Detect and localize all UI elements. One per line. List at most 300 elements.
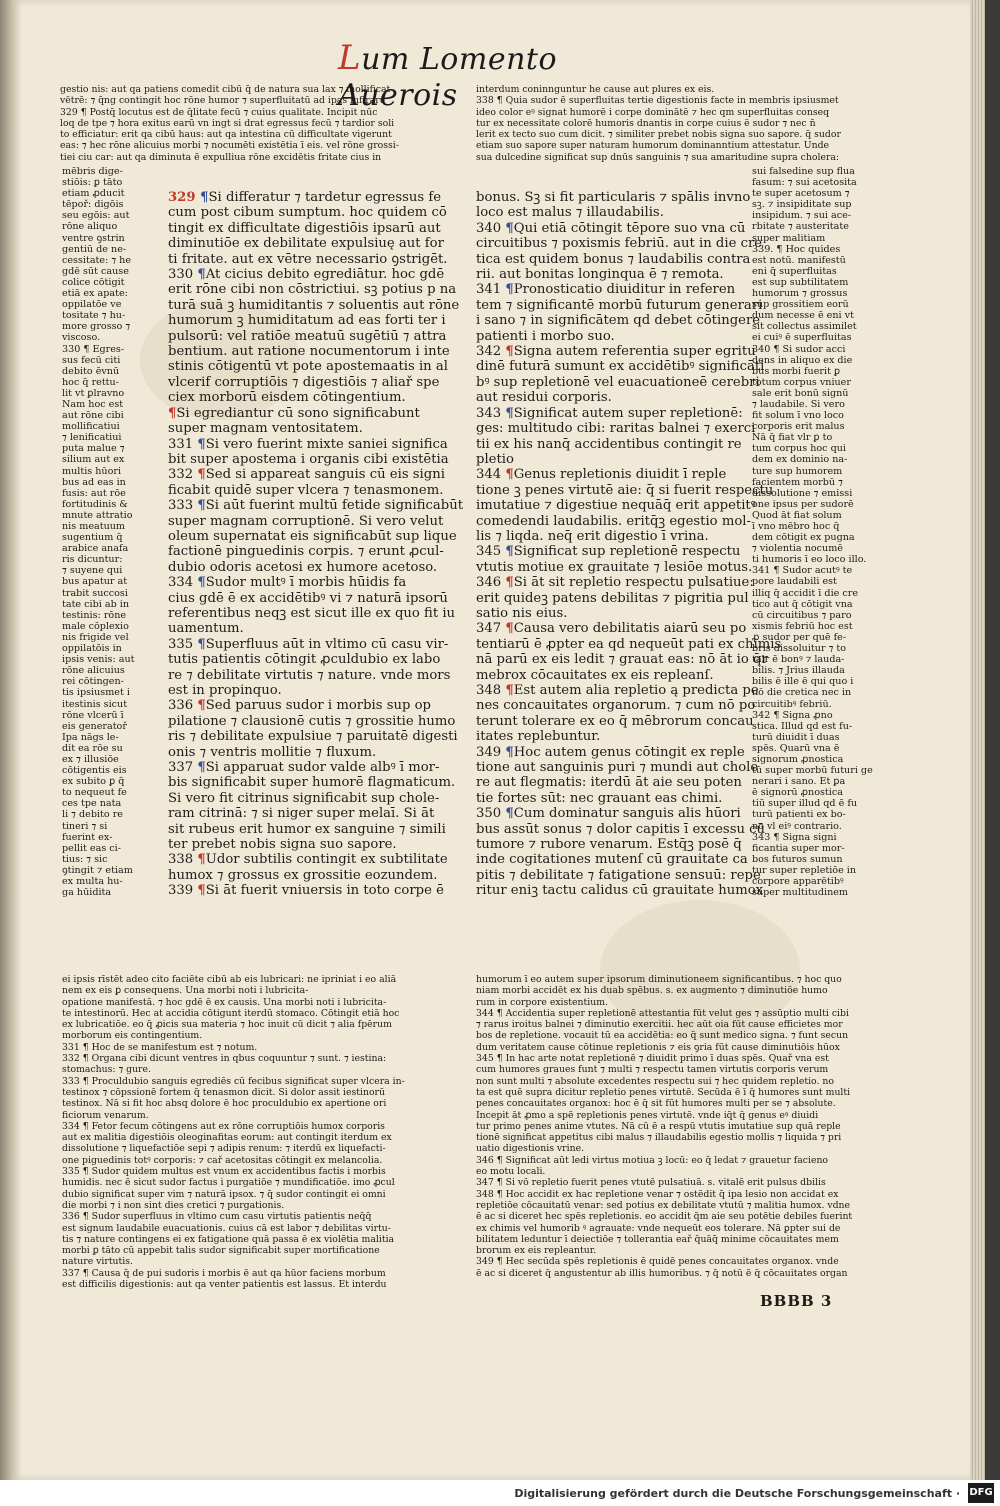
margin-line: 343 ¶ Signa signi: [752, 831, 837, 843]
text-line: imutatiue ⁊ digestiue nequāq̄ erit appetitꝰ: [476, 498, 756, 514]
commentary-line: Incepit āt ꝓmo a spē repletionis penes virtutē. vnde iq̄t q̄ genus eꝰ diuidi: [476, 1109, 819, 1121]
commentary-line: 349 ¶ Hec secūda spēs repletionis ē quidē penes concauitates organox. vnde: [476, 1256, 839, 1268]
text-line: ges: multitudo cibi: raritas balnei ⁊ exerci: [476, 421, 756, 437]
commentary-line: bilitatem leduntur ī deiectiōe ⁊ tollerantia eař q̄uāq̄ minime cōcauitates mem: [476, 1233, 839, 1245]
margin-line: itestinis sicut: [62, 698, 128, 710]
commentary-line: aut ex malitia digestiōis oleoginafitas eorum: aut contingit iterdum ex: [62, 1132, 392, 1144]
margin-line: sale erit bonū signū: [752, 387, 849, 399]
margin-line: ga hūidita: [62, 887, 112, 899]
rubric-mark: ¶: [505, 575, 514, 591]
text-line: sit rubeus erit humor ex sanguine ⁊ simili: [168, 821, 446, 837]
text-line: ram citrinā: ⁊ si niger super melaī. Si āt: [168, 806, 435, 822]
commentary-line: ē ac si diceret hec spēs repletionis. eo accidit q̄m aie seu potētie debiles fuerint: [476, 1211, 853, 1223]
margin-line: mēbris dige-: [62, 166, 123, 177]
margin-line: corporis erit malus: [752, 421, 845, 433]
text-line: 346 ¶Si āt sit repletio respectu pulsatiue:: [476, 575, 754, 591]
margin-line: dem cōtigit ex pugna: [752, 532, 855, 544]
text-line: bis significabit super humorē flagmaticum.: [168, 775, 456, 791]
margin-line: hoc q̄ rettu-: [62, 376, 119, 388]
text-line: loco est malus ⁊ illaudabilis.: [476, 205, 664, 221]
text-line: i sano ⁊ in significātem qd debet cōtingere: [476, 313, 761, 329]
commentary-line: tionē significat appetitus cibi malus ⁊ illaudabilis egestio mollis ⁊ liquida ⁊ pri: [476, 1132, 842, 1144]
text-line: humox ⁊ grossus ex grossitie eozundem.: [168, 867, 438, 883]
commentary-line: lerit ex tecto suo cum dicit. ⁊ similiter prebet nobis signa suo sapore. q̄ sudor: [476, 129, 841, 141]
margin-line: gdē sūt cause: [62, 265, 129, 277]
commentary-line: die morbi ⁊ i non sint dies cretici ⁊ purgationis.: [62, 1199, 285, 1211]
commentary-line: morborum eis contingentium.: [62, 1030, 203, 1042]
commentary-line: 348 ¶ Hoc accidit ex hac repletione venar ⁊ ostēdit q̄ ipa lesio non accidat ex: [476, 1188, 839, 1200]
margin-line: ipsis venis: aut: [62, 654, 135, 666]
commentary-line: ex chimis vel humorib ꝰ agrauate: vnde nequeūt eos tolerare. Nā ꝑpter sui de: [476, 1222, 841, 1234]
text-line: super magnam corruptionē. Si vero velut: [168, 513, 444, 529]
margin-line: tius: ⁊ sic: [62, 853, 108, 865]
margin-line: sup grossitiem eorū: [752, 299, 849, 311]
margin-line: mollificatiui: [62, 421, 120, 433]
commentary-line: ficiorum venarum.: [62, 1109, 149, 1121]
margin-line: etiam ꝓducit: [62, 188, 125, 200]
text-line: 335 ¶Superfluus aūt in vltimo cū casu vir-: [168, 636, 449, 652]
text-line: rii. aut bonitas longinqua ē ⁊ remota.: [476, 267, 724, 283]
margin-line: more grosso ⁊: [62, 321, 131, 333]
paragraph-mark: ¶: [197, 760, 206, 776]
margin-line: est notū. manifestū: [752, 254, 846, 266]
commentary-line: eas: ⁊ hec rōne alicuius morbi ⁊ nocumēti existētia ī eis. vel rōne grossi-: [60, 140, 399, 152]
margin-line: seu egōis: aut: [62, 210, 130, 222]
margin-line: nis meatuum: [62, 521, 126, 532]
margin-line: est sup subtilitatem: [752, 276, 849, 288]
margin-line: cū circuitibus ⁊ paro: [752, 609, 852, 621]
running-head-initial: L: [338, 38, 362, 78]
commentary-line: stomachus: ⁊ gure.: [62, 1064, 151, 1076]
commentary-line: dubio significat super vim ⁊ naturā ipsox. ⁊ q̄ sudor contingit ei omni: [62, 1188, 386, 1200]
text-line: vtutis motiue ex grauitate ⁊ lesiōe motus.: [476, 559, 753, 575]
margin-line: dem ex dominio na-: [752, 454, 848, 466]
paragraph-mark: ¶: [197, 636, 206, 652]
margin-line: fit solum ī vno loco: [752, 410, 844, 422]
commentary-line: est signum laudabile euacuationis. cuius cā est labor ⁊ debilitas virtu-: [62, 1222, 391, 1234]
text-line: bonus. Sꝫ si fit particularis ⁊ spālis invno: [476, 190, 751, 205]
margin-line: oppilatōis in: [62, 643, 122, 655]
margin-line: ex subito ꝑ q̄: [62, 776, 125, 788]
commentary-line: gestio nis: aut qa patiens comedit cibū q̄ de natura sua lax ⁊ mollificat: [60, 84, 391, 95]
text-line: inde cogitationes mutenſ cū grauitate ca: [476, 852, 748, 868]
running-head-text: um Lomento Auerois: [338, 42, 558, 113]
text-line: lis ⁊ liqda. neq̄ erit digestio ī vrina.: [476, 528, 709, 544]
commentary-line: brorum ex eis repleantur.: [476, 1245, 597, 1257]
text-line: tione ꝫ penes virtutē aie: q̄ si fuerit respectu: [476, 482, 774, 498]
margin-line: cessitate: ⁊ he: [62, 254, 132, 266]
margin-line: 342 ¶ Signa ꝓno: [752, 709, 833, 721]
text-line: mebrox cōcauitates ex eis repleanſ.: [476, 667, 714, 683]
text-line: cum post cibum sumptum. hoc quidem cō: [168, 205, 447, 221]
text-line: 330 ¶At cicius debito egrediātur. hoc gdē: [168, 267, 445, 283]
text-line: 338 ¶Udor subtilis contingit ex subtilitate: [168, 852, 448, 868]
commentary-line: 337 ¶ Causa q̄ de pui sudoris i morbis ē aut qa hūor faciens morbum: [62, 1267, 386, 1279]
margin-line: 340 ¶ Si sudor acci: [752, 343, 846, 355]
text-line: 329 ¶Si differatur ⁊ tardetur egressus fe: [168, 190, 442, 205]
text-line: 336 ¶Sed paruus sudor i morbis sup op: [168, 698, 431, 714]
margin-line: ei cuiꝰ ē superfluitas: [752, 332, 852, 344]
right-margin-commentary: [752, 166, 884, 974]
margin-line: no vl eiꝰ contrario.: [752, 820, 842, 832]
margin-line: ꝓ sudor per quē fe-: [752, 631, 847, 643]
margin-line: nō die cretica nec in: [752, 687, 852, 699]
text-line: aut residui corporis.: [476, 390, 612, 406]
text-line: bentium. aut ratione nocumentorum i inte: [168, 344, 450, 360]
margin-line: one ipsus per sudorē: [752, 498, 854, 510]
footer-bar: [0, 1480, 1000, 1506]
text-line: Si vero fit citrinus significabit sup chole-: [168, 790, 440, 806]
commentary-line: penes concauitates organox: hoc ē q̄ sit fūt humores multi per se ⁊ absolute.: [476, 1098, 836, 1110]
text-line: tutis patientis cōtingit ꝓculdubio ex labo: [168, 652, 441, 668]
commentary-line: ideo color eꝰ signat humorē i corpe dominātē ⁊ hec qm superfluitas conseq: [476, 106, 830, 118]
paragraph-mark: ¶: [505, 806, 514, 822]
rubric-mark: ¶: [505, 467, 514, 483]
margin-line: colice cōtigit: [62, 276, 125, 288]
text-line: 350 ¶Cum dominatur sanguis alis hūori: [476, 806, 741, 822]
margin-line: circuitibꝰ febriū.: [752, 698, 832, 710]
margin-line: bris dissoluitur ⁊ to: [752, 643, 847, 655]
margin-line: tum corpus hoc qui: [752, 443, 846, 455]
margin-line: trabit succosi: [62, 587, 128, 599]
margin-line: tineri ⁊ si: [62, 820, 108, 832]
margin-line: ē signorū ꝓnostica: [752, 787, 843, 799]
margin-line: debito ēvnū: [62, 365, 120, 377]
paragraph-mark: ¶: [505, 744, 514, 760]
text-line: ritur eniꝫ tactu calidus cū grauitate humox: [476, 883, 764, 899]
commentary-line: dum veritatem cause cōtinue repletionis ⁊ eis ꝯria fūt cause diminutiōis hūox: [476, 1041, 840, 1053]
margin-line: ⁊ violentia nocumē: [752, 543, 843, 555]
margin-line: xismis febriū hoc est: [752, 620, 853, 632]
text-line: 339 ¶Si āt fuerit vniuersis in toto corpe ē: [168, 883, 444, 899]
text-line: humorum ꝫ humiditatum ad eas forti ter i: [168, 313, 446, 329]
right-commentary-bottom: [476, 974, 880, 1290]
margin-line: rōne vlcerū ī: [62, 709, 124, 721]
text-line: oleum supernatat eis significabūt sup lique: [168, 528, 457, 544]
margin-line: tis ipsiusmet i: [62, 687, 130, 699]
gutter-shadow: [0, 0, 22, 1480]
rubric-mark: ¶: [505, 621, 514, 637]
commentary-line: ē ac si diceret q̄ angustentur ab illis humoribus. ⁊ q̄ notū ē q̄ cōcauitates organ: [476, 1267, 848, 1279]
text-line: 334 ¶Sudor multꝰ ī morbis hūidis fa: [168, 575, 407, 591]
text-line: dinē futurā sumunt ex accidētibꝰ significāti: [476, 359, 765, 375]
commentary-line: te intestinorū. Hec at accidia cōtigunt iterdū stomaco. Cōtingit etiā hoc: [62, 1007, 400, 1019]
text-line: circuitibus ⁊ poxismis febriū. aut in die cre: [476, 236, 763, 252]
text-line: bꝰ sup repletionē vel euacuationeē cerebri: [476, 374, 760, 390]
commentary-line: 332 ¶ Organa cibi dicunt ventres in qbus coquuntur ⁊ sunt. ⁊ iestina:: [62, 1053, 387, 1065]
text-line: 347 ¶Causa vero debilitatis aiarū seu po: [476, 621, 747, 637]
text-line: 331 ¶Si vero fuerint mixte saniei significa: [168, 436, 448, 452]
text-line: 337 ¶Si apparuat sudor valde albꝰ ī mor-: [168, 760, 440, 776]
rubric-mark: ¶: [197, 883, 206, 899]
commentary-line: interdum coninnguntur he cause aut plures ex eis.: [476, 84, 715, 95]
signature-mark: BBBB 3: [760, 1292, 833, 1310]
text-line: pulsorū: vel ratiōe meatuū sugētiū ⁊ attra: [168, 328, 447, 344]
left-main-text: [168, 190, 463, 970]
margin-line: tiū super illud qd ē fu: [752, 798, 858, 810]
margin-line: bus ad eas in: [62, 476, 126, 488]
margin-line: nerari i sano. Et ꝑa: [752, 776, 846, 788]
text-line: tie fortes sūt: nec grauant eas chimi.: [476, 790, 723, 806]
margin-line: ficantia super mor-: [752, 842, 845, 854]
margin-line: stiōis: ꝑ tāto: [62, 177, 123, 189]
commentary-line: tur ex necessitate colorē humoris dnantis in corpe cuius ē sudor ⁊ nec n̄: [476, 117, 816, 129]
paragraph-mark: ¶: [197, 436, 206, 452]
rubric-mark: ¶: [505, 683, 514, 698]
text-line: 341 ¶Pronosticatio diuiditur in referen: [476, 282, 736, 298]
paragraph-mark: ¶: [197, 498, 206, 514]
margin-line: dit ea rōe su: [62, 742, 123, 754]
margin-line: signorum ꝓnostica: [752, 753, 844, 765]
margin-line: tate cibi ab in: [62, 598, 130, 610]
text-line: 345 ¶Significat sup repletionē respectu: [476, 544, 741, 560]
text-line: tingit ex difficultate digestiōis ipsarū aut: [168, 220, 441, 236]
margin-line: insipidum. ⁊ sui ace-: [752, 210, 852, 222]
text-line: est in propinquo.: [168, 683, 282, 698]
margin-line: etiā ex apate:: [62, 288, 128, 300]
text-line: turā suā ꝫ humiditantis ⁊ soluentis aut rōne: [168, 297, 460, 313]
commentary-line: loq de tpe ⁊ hora exitus earū vn ingt si drat egressus fecū ⁊ tardior soli: [60, 117, 395, 129]
margin-line: turū diuidit ī duas: [752, 731, 840, 743]
margin-line: oppilatōe ve: [62, 299, 122, 311]
commentary-line: humidis. nec ē sicut sudor factus i purgatiōe ⁊ mundificatiōe. imo ꝓcul: [62, 1177, 395, 1189]
commentary-line: opatione manifestā. ⁊ hoc gdē ē ex causis. Una morbi noti i lubricita-: [62, 996, 387, 1008]
commentary-line: 329 ¶ Postq̄ locutus est de q̄litate fecū ⁊ cuius qualitate. Incipit nūc: [60, 106, 378, 118]
text-line: ¶Si egrediantur cū sono significabunt: [168, 405, 420, 421]
text-line: cius gdē ē ex accidētibꝰ vi ⁊ naturā ipsorū: [168, 590, 448, 606]
text-line: pitis ⁊ debilitate ⁊ fatigatione sensuū: repe: [476, 867, 761, 883]
paragraph-mark: ¶: [505, 220, 514, 236]
text-line: tentiarū ē ꝓpter ea qd nequeūt pati ex chimis: [476, 636, 782, 652]
commentary-line: tis ⁊ nature contingens ei ex fatigatione quā passa ē ex violētia malitia: [62, 1233, 395, 1245]
rubric-mark: ¶: [505, 344, 514, 360]
margin-line: tū super morbū futuri ge: [752, 765, 873, 777]
commentary-line: nature virtutis.: [62, 1256, 133, 1268]
margin-line: ris dicuntur:: [62, 554, 123, 566]
text-line: bit super apostema i organis cibi existētia: [168, 451, 449, 467]
margin-line: tur super repletiōe in: [752, 864, 857, 876]
margin-line: ces tpe nata: [62, 798, 122, 810]
page-edge: [970, 0, 985, 1480]
margin-line: bus morbi fuerit ꝑ: [752, 365, 841, 377]
text-line: stinis cōtigentū vt pote apostemaatis in al: [168, 359, 448, 375]
commentary-line: testinox ⁊ cōpssionē fortem q̄ tenasmon dicit. Si dolor assit iestinorū: [62, 1086, 385, 1098]
margin-line: bos futuros sumun: [752, 853, 843, 865]
margin-line: Nam hoc est: [62, 398, 124, 410]
margin-line: Nā q̄ fiat vlr ꝑ to: [752, 432, 833, 444]
margin-line: male cōplexio: [62, 620, 129, 632]
left-commentary-top: [60, 84, 460, 164]
dfg-logo: DFG: [968, 1483, 994, 1503]
margin-line: ti humoris ī eo loco illo.: [752, 554, 867, 566]
margin-line: tositate ⁊ hu-: [62, 310, 126, 322]
margin-line: sꝫ. ⁊ insipiditate sup: [752, 199, 852, 211]
margin-line: viscoso.: [62, 332, 101, 344]
text-line: diminutiōe ex debilitate expulsiuę aut for: [168, 236, 444, 252]
text-line: referentibus neqꝫ est sicut ille ex quo fit iu: [168, 605, 456, 621]
margin-line: ture sup humorem: [752, 465, 843, 477]
margin-line: ⁊ laudabile. Si vero: [752, 398, 845, 410]
left-commentary-bottom: [62, 974, 462, 1298]
text-line: 343 ¶Significat autem super repletionē:: [476, 405, 743, 421]
margin-line: ex ⁊ illusiōe: [62, 753, 119, 765]
text-line: onis ⁊ ventris mollitie ⁊ fluxum.: [168, 744, 377, 760]
text-line: pilatione ⁊ clausionē cutis ⁊ grossitie humo: [168, 713, 456, 729]
commentary-line: uatio digestionis vrine.: [476, 1143, 585, 1155]
margin-line: turū patienti ex bo-: [752, 809, 846, 821]
text-line: pletio: [476, 451, 514, 467]
margin-line: sit collectus assimilet: [752, 321, 857, 333]
commentary-line: niam morbi accidēt ex his duab spēbus. s. ex augmento ⁊ diminutiōe humo: [476, 985, 828, 997]
margin-line: arabice anafa: [62, 543, 129, 555]
commentary-line: ei ipsis rīstēt adeo cito faciēte cibū ab eis lubricari: ne ipriniat i eo aliā: [62, 974, 397, 985]
margin-line: ⁊ lenificatiui: [62, 432, 122, 444]
commentary-line: 331 ¶ Hoc de se manifestum est ⁊ notum.: [62, 1041, 258, 1053]
text-line: tem ⁊ significantē morbū futurum generari: [476, 297, 763, 313]
margin-line: tēpoř: digōis: [62, 199, 124, 211]
text-line: comedendi laudabilis. eritq̄ꝫ egestio mol-: [476, 513, 751, 529]
margin-line: talr ē bonꝰ ⁊ lauda-: [752, 654, 845, 666]
paragraph-mark: ¶: [200, 190, 209, 205]
margin-line: ī vno mēbro hoc q̄: [752, 521, 840, 532]
margin-line: totum corpus vniuer: [752, 376, 851, 388]
margin-line: spēs. Quarū vna ē: [752, 742, 840, 754]
commentary-line: non sunt multi ⁊ absolute excedentes respectu sui ⁊ hec quidem repletio. no: [476, 1075, 834, 1087]
text-line: 348 ¶Est autem alia repletio ą predicta pe: [476, 683, 759, 698]
text-line: uamentum.: [168, 621, 244, 637]
text-line: re aut flegmatis: iterdū āt aie seu poten: [476, 775, 742, 791]
text-line: 332 ¶Sed si appareat sanguis cū eis signi: [168, 467, 445, 483]
text-line: terunt tolerare ex eo q̄ mēbrorum concau: [476, 713, 754, 729]
commentary-line: repletiōe cōcauitatū venar: sed potius ex debilitate vtutū ⁊ malitia humox. vdne: [476, 1199, 851, 1211]
margin-line: dens in aliquo ex die: [752, 354, 853, 366]
text-line: patienti i morbo suo.: [476, 328, 615, 344]
margin-line: super multitudinem: [752, 887, 849, 899]
text-line: super magnam ventositatem.: [168, 421, 363, 437]
commentary-line: to efficiatur: erit qa cibū haus: aut qa intestina cū difficultate vigerunt: [60, 129, 392, 141]
margin-line: bus apatur at: [62, 576, 128, 588]
margin-line: rei cōtingen-: [62, 676, 124, 688]
commentary-line: testinox. Nā si fit hoc absq dolore ē hoc proculdubio ex apertione ori: [62, 1098, 387, 1110]
margin-line: fusis: aut rōe: [62, 487, 126, 499]
text-line: 333 ¶Si aūt fuerint multū fetide significabūt: [168, 498, 463, 514]
margin-line: tico aut q̄ cōtigit vna: [752, 598, 853, 610]
commentary-line: ⁊ rarus iroitus balnei ⁊ diminutio exercitii. hec aūt oia fūt cause efficietes mor: [476, 1019, 843, 1031]
margin-line: nis frigide vel: [62, 631, 129, 643]
text-line: tica est quidem bonus ⁊ laudabilis contra: [476, 251, 751, 267]
commentary-line: nem ex eis ꝑ consequens. Una morbi noti i lubricita-: [62, 985, 309, 997]
commentary-line: eo motu locali.: [476, 1166, 546, 1178]
margin-line: super malitiam: [752, 232, 826, 244]
commentary-line: morbi ꝑ tāto cū appebit talis sudor significabit super mortificatione: [62, 1245, 380, 1257]
text-line: nes concauitates organorum. ⁊ cum nō po: [476, 698, 756, 714]
paragraph-mark: ¶: [197, 267, 206, 283]
text-line: erit quideꝫ patens debilitas ⁊ pigritia pul: [476, 590, 749, 606]
margin-line: dissolutione ⁊ emissi: [752, 487, 853, 499]
margin-line: bilis ē ille ē qui quo i: [752, 676, 854, 688]
text-line: dubio odoris acetosi ex humore acetoso.: [168, 559, 438, 575]
text-line: tii ex his nanq̄ accidentibus contingit re: [476, 436, 742, 452]
text-line: 340 ¶Qui etiā cōtingit tēpore suo vna cū: [476, 220, 746, 236]
commentary-line: bos de repletione. vocauit tū ea accidētia: eo q̄ sunt medico signa. ⁊ funt secun: [476, 1030, 849, 1042]
margin-line: stica. Illud qd est fu-: [752, 720, 853, 732]
margin-line: lit vt ꝑlravno: [62, 387, 125, 399]
margin-line: sui falsedine sup flua: [752, 166, 855, 177]
commentary-line: 344 ¶ Accidentia super repletionē attestantia fūt velut ges ⁊ assūptio multi cibi: [476, 1007, 849, 1019]
text-line: tione aut sanguinis puri ⁊ mundi aut chole: [476, 760, 759, 776]
margin-line: rōne aliquo: [62, 221, 118, 233]
commentary-line: 334 ¶ Fetor fecum cōtingens aut ex rōne corruptiōis humox corporis: [62, 1120, 385, 1132]
text-line: ficabit quidē super vlcera ⁊ tenasmonem.: [168, 482, 444, 498]
rubric-mark: ¶: [197, 698, 206, 714]
margin-line: ꝯtingit ⁊ etiam: [62, 864, 133, 876]
text-line: ciex morborū eisdem cōtingentium.: [168, 390, 406, 406]
text-line: factionē pinguedinis corpis. ⁊ erunt ꝓcul-: [168, 544, 444, 560]
margin-line: silium aut ex: [62, 454, 125, 466]
margin-line: testinis: rōne: [62, 609, 127, 621]
margin-line: Ipa nāgs le-: [62, 731, 119, 743]
text-line: vlcerif corruptiōis ⁊ digestiōis ⁊ aliař spe: [168, 374, 440, 390]
margin-line: te super acetosum ⁊: [752, 188, 850, 200]
rubric-mark: 329: [168, 190, 201, 205]
margin-line: ex multa hu-: [62, 876, 123, 887]
text-line: itates replebuntur.: [476, 729, 601, 745]
commentary-line: ex lubricatiōe. eo q̄ ꝓicis sua materia ⁊ hoc inuit cū dicit ⁊ alia fpērum: [62, 1019, 392, 1031]
margin-line: fuerint ex-: [62, 831, 113, 843]
commentary-line: 345 ¶ In hac arte notat repletionē ⁊ diuidit primo ī duas spēs. Quař vna est: [476, 1053, 829, 1065]
margin-line: eis generatoř: [62, 720, 127, 732]
margin-line: bilis. ⁊ Jrius illauda: [752, 665, 845, 677]
margin-line: dum necesse ē eni vt: [752, 310, 854, 322]
commentary-line: vētrē: ⁊ q̄ng contingit hoc rōne humor ⁊ superfluitatū ad ipas infirarū: [60, 95, 386, 107]
margin-line: ventre ꝯstrin: [62, 232, 125, 244]
margin-line: ⁊ suyene qui: [62, 565, 123, 577]
margin-line: aut rōne cibi: [62, 410, 124, 422]
margin-line: humorum ⁊ grossus: [752, 288, 848, 300]
margin-line: puta malue ⁊: [62, 443, 125, 455]
margin-line: illiq q̄ accidit ī die cre: [752, 587, 858, 599]
margin-line: li ⁊ debito re: [62, 809, 123, 821]
commentary-line: rum in corpore existentium.: [476, 996, 608, 1008]
commentary-line: 346 ¶ Significat aūt ledi virtus motiua ꝫ locū: eo q̄ ledat ⁊ grauetur facieno: [476, 1154, 829, 1166]
commentary-line: 336 ¶ Sudor superfluus in vltimo cum casu virtutis patientis neq̄q̄: [62, 1211, 372, 1223]
commentary-line: etiam suo sapore super naturam humorum dominanntium attestatur. Unde: [476, 140, 830, 152]
commentary-line: 333 ¶ Proculdubio sanguis egrediēs cū fecibus significat super vlcera in-: [62, 1075, 405, 1087]
margin-line: to nequeut fe: [62, 787, 127, 799]
commentary-line: 335 ¶ Sudor quidem multus est vnum ex accidentibus factis i morbis: [62, 1166, 386, 1178]
margin-line: gentiū de ne-: [62, 243, 127, 255]
paragraph-mark: ¶: [505, 282, 514, 298]
commentary-line: humorum ī eo autem super ipsorum diminutioneem significantibus. ⁊ hoc quo: [476, 974, 842, 985]
text-line: tumore ⁊ rubore venarum. Estq̄ꝫ posē q̄: [476, 837, 742, 853]
text-line: ris ⁊ debilitate expulsiue ⁊ paruitatē digesti: [168, 729, 458, 745]
text-line: ter prebet nobis signa suo sapore.: [168, 837, 397, 853]
margin-line: sus fecū citi: [62, 354, 121, 366]
text-line: 349 ¶Hoc autem genus cōtingit ex reple: [476, 744, 745, 760]
footer-text: Digitalisierung gefördert durch die Deutsche Forschungsgemeinschaft ·: [514, 1486, 960, 1500]
margin-line: pore laudabili est: [752, 576, 837, 588]
margin-line: rōne alicuius: [62, 665, 125, 677]
commentary-line: tur primo penes anime vtutes. Nā cū ē a respū vtutis imutatiue sup quā reple: [476, 1120, 841, 1132]
rubric-mark: ¶: [168, 405, 177, 421]
text-line: 344 ¶Genus repletionis diuidit ī reple: [476, 467, 727, 483]
margin-line: eni q̄ superfluitas: [752, 265, 837, 277]
commentary-line: 347 ¶ Si vō repletio fuerit penes vtutē pulsatiuā. s. vitalē erit pulsus dbilis: [476, 1177, 826, 1189]
text-line: satio nis eius.: [476, 605, 568, 621]
commentary-line: tiei ciu car: aut qa diminuta ē expulliua rōne excidētis fritate cius in: [60, 151, 382, 163]
text-line: nā parū ex eis ledit ⁊ grauat eas: nō āt io q̄r: [476, 652, 768, 668]
paragraph-mark: ¶: [505, 405, 514, 421]
